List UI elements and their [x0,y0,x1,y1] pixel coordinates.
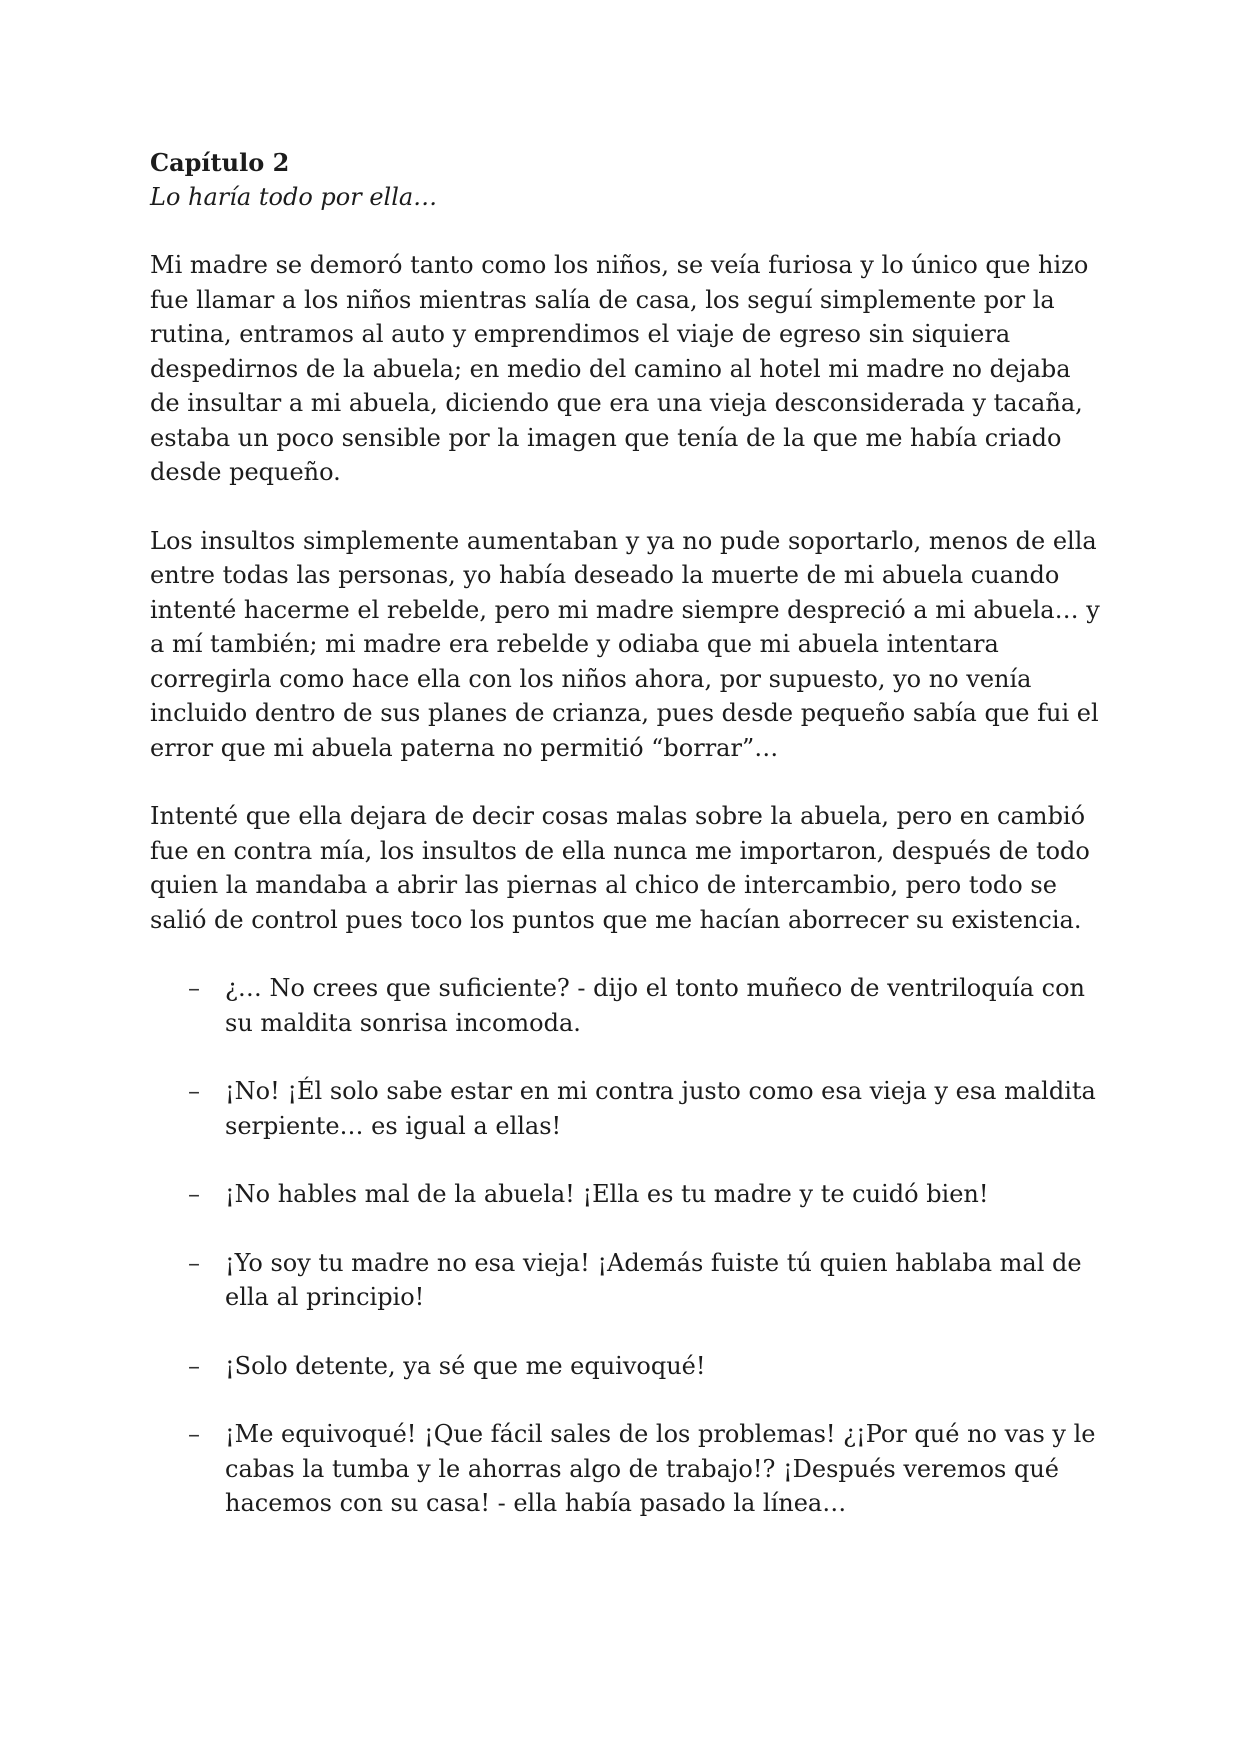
chapter-title: Capítulo 2 [150,148,290,177]
dialogue-text: ¡No! ¡Él solo sabe estar en mi contra justo como esa vieja y esa maldita serpiente… es igual a ellas! [225,1077,1096,1140]
document-page [150,146,1100,1555]
dialogue-text: ¡Yo soy tu madre no esa vieja! ¡Además fuiste tú quien hablaba mal de ella al principio! [225,1248,1082,1311]
dialogue-text: ¡No hables mal de la abuela! ¡Ella es tu madre y te cuidó bien! [225,1180,989,1208]
paragraph: Los insultos simplemente aumentaban y ya no pude soportarlo, menos de ella entre todas las personas, yo había deseado la muerte de mi abuela cuando intenté hacerme el rebelde, pero mi madre siempre despreció a mi abuela… y a mí también; mi madre era rebelde y odiaba que mi abuela intentara corregirla como hace ella con los niños ahora, por supuesto, yo no venía incluido dentro de sus planes de crianza, pues desde pequeño sabía que fui el error que mi abuela paterna no permitió “borrar”… [150,526,1100,762]
dialogue-dash: – [188,1248,200,1277]
paragraph: Intenté que ella dejara de decir cosas malas sobre la abuela, pero en cambió fue en contra mía, los insultos de ella nunca me importaron, después de todo quien la mandaba a abrir las piernas al chico de intercambio, pero todo se salió de control pues toco los puntos que me hacían aborrecer su existencia. [150,802,1090,934]
dialogue-dash: – [188,1077,200,1105]
dialogue-line [150,1417,1100,1521]
dialogue-text: ¡Me equivoqué! ¡Que fácil sales de los problemas! ¿¡Por qué no vas y le cabas la tumba y le ahorras algo de trabajo!? ¡Después veremos qué hacemos con su casa! - ella había pasado la línea… [225,1420,1096,1517]
dialogue-dash: – [188,1351,200,1380]
dialogue-line [150,1246,1100,1315]
dialogue-line [150,1074,1100,1143]
paragraph: Mi madre se demoró tanto como los niños, se veía furiosa y lo único que hizo fue llamar a los niños mientras salía de casa, los seguí simplemente por la rutina, entramos al auto y emprendimos el viaje de egreso sin siquiera despedirnos de la abuela; en medio del camino al hotel mi madre no dejaba de insultar a mi abuela, diciendo que era una vieja desconsiderada y tacaña, estaba un poco sensible por la imagen que tenía de la que me había criado desde pequeño. [150,251,1089,486]
dialogue-dash: – [188,1420,200,1448]
dialogue-line [150,971,1100,1040]
dialogue-dash: – [188,974,200,1002]
chapter-subtitle: Lo haría todo por ella… [150,183,438,211]
dialogue-line [150,1349,1100,1384]
dialogue-line [150,1177,1100,1212]
dialogue-list [150,971,1100,1521]
dialogue-dash: – [188,1180,200,1208]
dialogue-text: ¿… No crees que suficiente? - dijo el tonto muñeco de ventriloquía con su maldita sonrisa incomoda. [225,974,1085,1037]
dialogue-text: ¡Solo detente, ya sé que me equivoqué! [225,1351,706,1380]
